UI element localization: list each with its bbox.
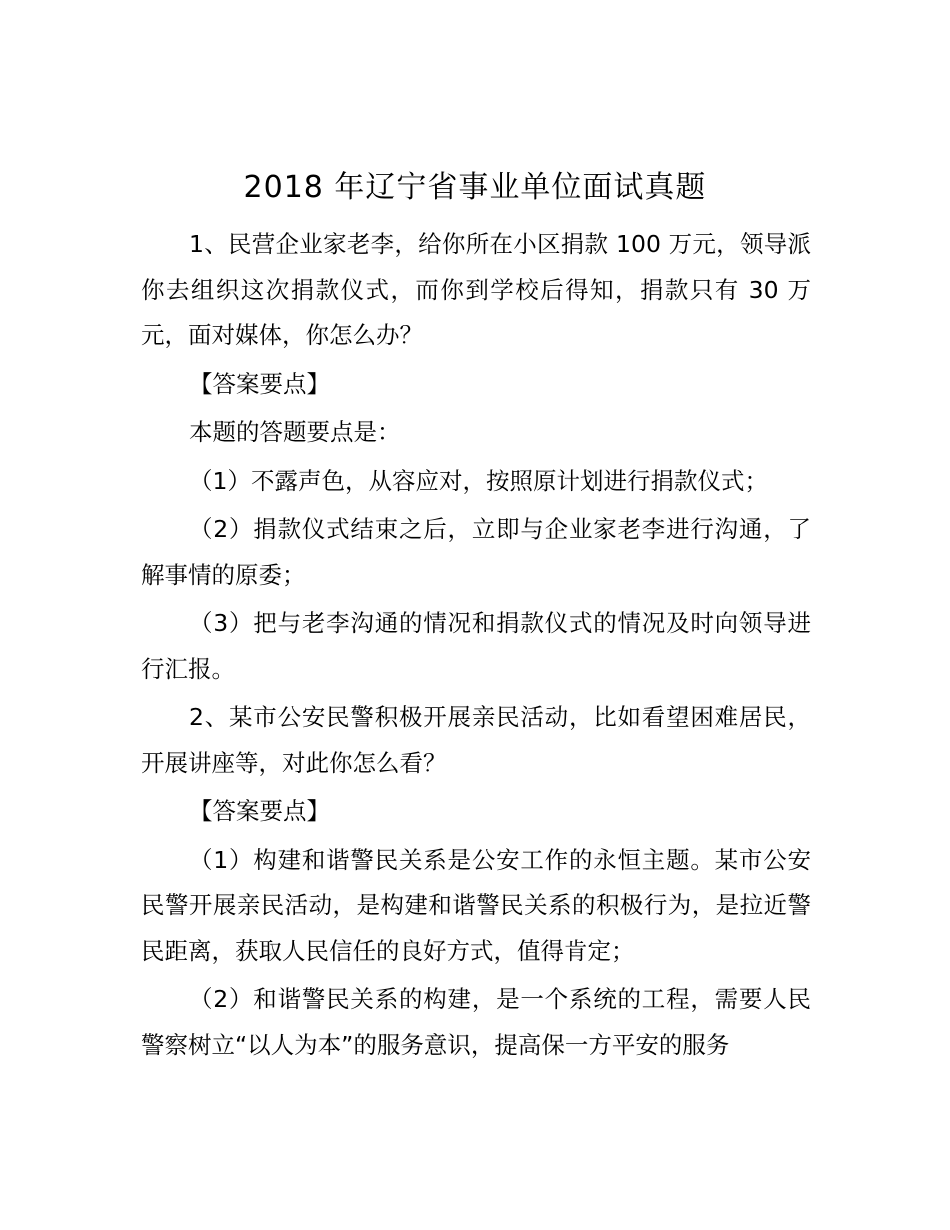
answer-point-1-1: （1）不露声色，从容应对，按照原计划进行捐款仪式； <box>189 466 768 495</box>
answer-intro: 本题的答题要点是： <box>189 418 401 446</box>
answer-point-1-3: （3）把与老李沟通的情况和捐款仪式的情况及时向领导进行汇报。 <box>141 609 811 683</box>
document-title: 2018 年辽宁省事业单位面试真题 <box>243 170 707 205</box>
question-2: 2、某市公安民警积极开展亲民活动，比如看望困难居民，开展讲座等，对此你怎么看？ <box>141 703 811 777</box>
document-body <box>141 222 811 1071</box>
answer-point-1-2: （2）捐款仪式结束之后，立即与企业家老李进行沟通，了解事情的原委； <box>141 515 811 589</box>
answer-point-2-2: （2）和谐警民关系的构建，是一个系统的工程，需要人民警察树立“以人为本”的服务意识，提高保一方平安的服务 <box>141 985 811 1059</box>
answer-heading-1: 【答案要点】 <box>189 369 330 398</box>
answer-point-2-1: （1）构建和谐警民关系是公安工作的永恒主题。某市公安民警开展亲民活动，是构建和谐警民关系的积极行为，是拉近警民距离，获取人民信任的良好方式，值得肯定； <box>141 845 811 965</box>
answer-heading-2: 【答案要点】 <box>189 797 330 825</box>
question-1: 1、民营企业家老李，给你所在小区捐款 100 万元，领导派你去组织这次捐款仪式，而你到学校后得知，捐款只有 30 万元，面对媒体，你怎么办？ <box>141 230 811 349</box>
